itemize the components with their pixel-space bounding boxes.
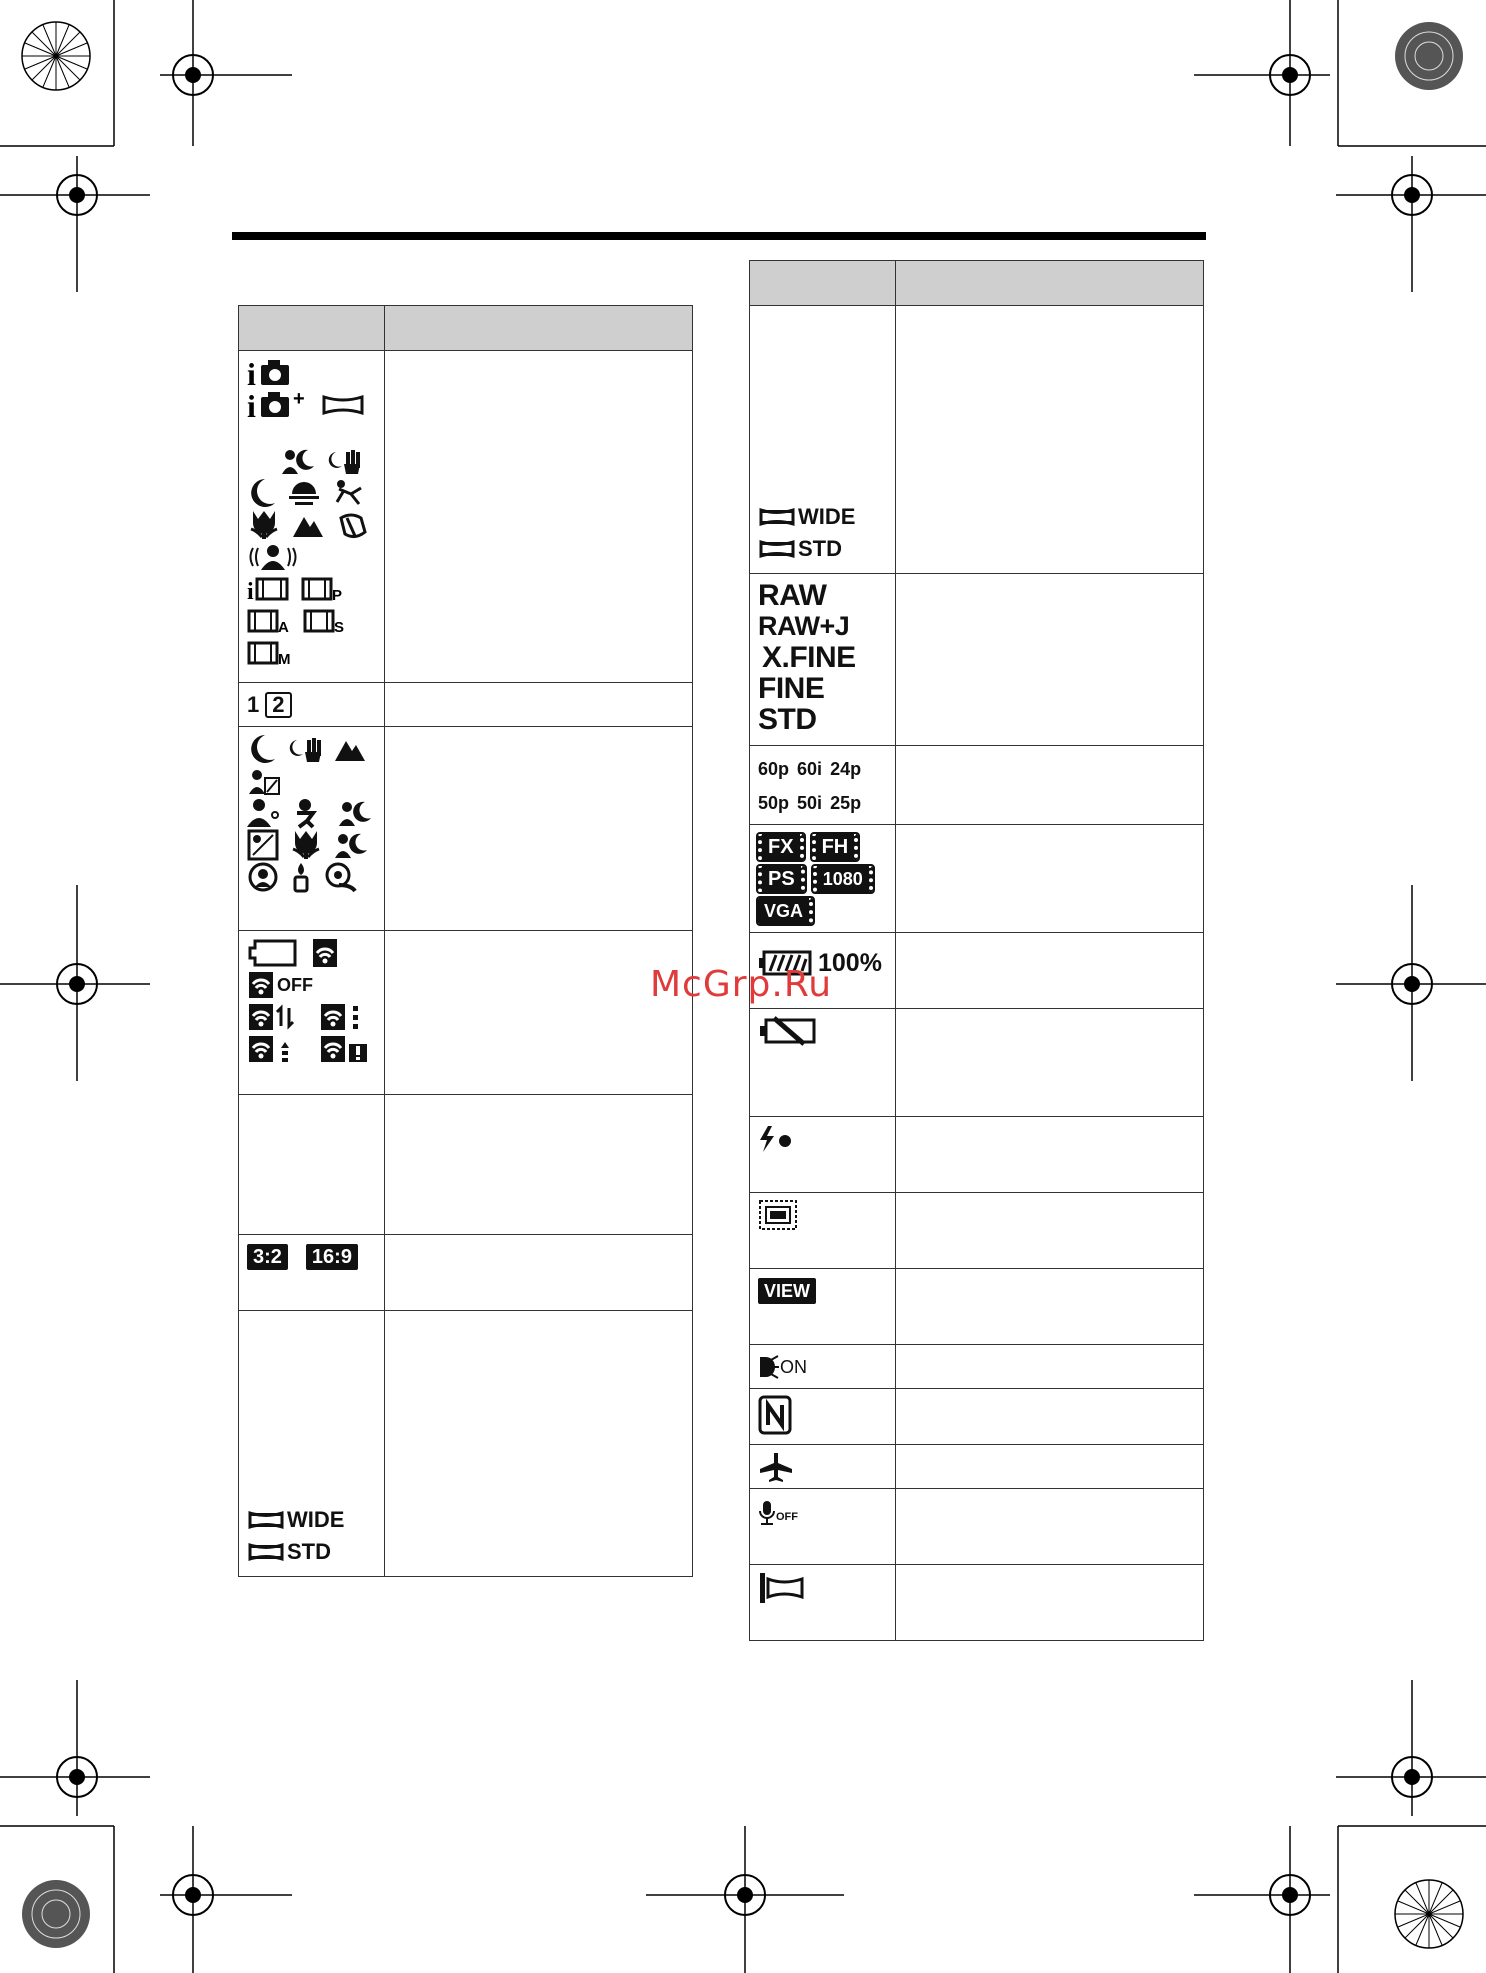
movie-m-icon [247,640,293,666]
table-row [239,1235,693,1311]
night-portrait-icon [337,798,373,828]
panorama-direction-icon [758,1571,806,1605]
movie-size-fx: FX [758,834,804,860]
panorama-std-icon [758,538,796,560]
desc-cell [385,1095,693,1235]
icon-cell-flash-charging [750,1117,896,1193]
backlight-icon [247,829,279,861]
wifi-card-icon [309,937,341,969]
table-header-row [239,306,693,351]
framerate-24p: 24p [830,758,862,779]
icon-cell-panorama-size [750,306,896,574]
svg-text:+: + [293,389,305,410]
wifi-transfer-icon [247,1002,299,1032]
header-cell-indication [896,261,1204,306]
macro-icon [289,829,323,861]
sports-icon [331,478,365,508]
microphone-icon [758,1499,776,1527]
desc-cell [896,933,1204,1009]
airplane-icon [758,1451,794,1483]
af-illuminator-on-label: ON [780,1356,807,1377]
battery-percent: 100% [818,948,882,977]
panorama-wide-label: WIDE [798,504,856,529]
desc-cell [896,1193,1204,1269]
table-row [239,683,693,727]
icon-cell-memory-recall [239,683,385,727]
crop-mark-bottom-center [640,1826,850,1973]
view-badge: VIEW [758,1278,816,1304]
panorama-wide-icon [758,506,796,528]
desc-cell [385,351,693,683]
table-row [750,1389,1204,1445]
icon-cell-airplane-mode [750,1445,896,1489]
desc-cell [385,931,693,1095]
desc-cell [896,1345,1204,1389]
wifi-upload-icon [247,1034,299,1064]
wifi-error-icon [319,1034,371,1064]
framerate-25p: 25p [830,792,862,813]
icon-cell-shooting-mode [239,351,385,683]
icon-cell-view-mode [750,1269,896,1345]
sunset-icon [287,478,321,508]
quality-raw: RAW [758,579,827,612]
svg-text:i: i [247,357,256,389]
macro-icon [247,509,281,541]
table-row [750,574,1204,746]
night-portrait-icon [280,446,316,476]
icon-cell-movie-size [750,825,896,933]
wifi-standby-icon [319,1002,363,1032]
icon-cell-nfc [750,1389,896,1445]
panorama-std-icon [247,1541,285,1563]
table-row [750,746,1204,825]
backlight-portrait-icon [247,766,281,796]
table-header-row [750,261,1204,306]
aspect-16-9-badge: 16:9 [306,1244,358,1270]
desc-cell [896,1489,1204,1565]
nfc-icon [758,1395,792,1435]
desc-cell [385,727,693,931]
night-icon [247,733,277,765]
table-row [239,1311,693,1577]
desc-cell [896,306,1204,574]
battery-empty-icon [758,1016,818,1046]
movie-a-icon [247,608,293,634]
crop-mark-top-right [1186,0,1486,300]
candle-icon [289,861,313,893]
anti-blur-icon [247,542,299,572]
pet-icon [335,510,369,540]
desc-cell [896,1389,1204,1445]
icon-cell-focus-area [750,1193,896,1269]
svg-text:P: P [332,587,343,602]
desc-cell [385,1311,693,1577]
portrait-icon [247,797,281,829]
icon-cell-panorama-size [239,1311,385,1577]
panorama-icon [321,393,365,417]
icon-cell-empty [239,1095,385,1235]
quality-xfine: X.FINE [762,641,856,674]
desc-cell [896,1445,1204,1489]
svg-text:M: M [278,651,291,666]
icon-cell-panorama-direction [750,1565,896,1641]
icon-cell-battery-empty [750,1009,896,1117]
crop-mark-mid-left [0,885,160,1085]
movie-s-icon [303,608,349,634]
desc-cell [896,1117,1204,1193]
desc-cell [896,1269,1204,1345]
movie-size-vga: VGA [758,898,813,924]
left-icon-table [238,305,693,1577]
crop-mark-bottom-left [0,1680,300,1973]
desc-cell [896,825,1204,933]
handheld-night-icon [287,734,323,764]
movie-size-ps: PS [758,866,805,892]
baby-icon [323,861,357,893]
icon-cell-scene-recognition [239,727,385,931]
svg-text:i: i [247,389,256,421]
quality-raw-j: RAW+J [758,611,850,641]
framerate-50i: 50i [797,792,823,813]
wifi-off-icon [247,970,275,1000]
desc-cell [896,1009,1204,1117]
framerate-60i: 60i [797,758,823,779]
night-portrait-icon [333,830,369,860]
movie-size-1080: 1080 [813,866,873,892]
table-row [239,727,693,931]
af-illuminator-icon [758,1354,780,1380]
landscape-icon [333,735,367,763]
icon-cell-aspect-ratio [239,1235,385,1311]
watermark-text: McGrp.Ru [650,964,833,1005]
desc-cell [896,746,1204,825]
focus-area-icon [758,1199,798,1231]
landscape-icon [291,511,325,539]
crop-mark-bottom-right [1186,1680,1486,1973]
table-row [750,306,1204,574]
face-icon [247,861,279,893]
i-movie-icon [247,576,291,602]
memory-card-icon [247,938,299,968]
desc-cell [896,1565,1204,1641]
crop-mark-mid-right [1336,885,1486,1085]
handheld-night-icon [326,446,362,476]
header-rule [232,232,1206,240]
icon-cell-image-quality [750,574,896,746]
wifi-off-label: OFF [277,974,313,995]
table-row [750,1117,1204,1193]
table-row [750,1345,1204,1389]
table-row [750,1489,1204,1565]
svg-text:S: S [334,619,345,634]
icon-cell-frame-rate [750,746,896,825]
night-icon [247,477,277,509]
table-row [750,1193,1204,1269]
svg-text:i: i [247,579,254,602]
i-camera-plus-icon [247,389,311,421]
icon-cell-wifi-status [239,931,385,1095]
svg-text:A: A [278,619,289,634]
memory-number-1: 1 [247,692,260,717]
panorama-wide-icon [247,1509,285,1531]
mic-off-label: OFF [776,1511,798,1523]
quality-std: STD [758,703,817,736]
desc-cell [385,1235,693,1311]
table-row [750,1565,1204,1641]
table-row [750,1445,1204,1489]
infant-icon [291,797,327,829]
table-row [239,351,693,683]
table-row [750,825,1204,933]
movie-size-fh: FH [812,834,859,860]
table-row [239,1095,693,1235]
desc-cell [896,574,1204,746]
panorama-std-label: STD [798,536,842,561]
table-row [750,1009,1204,1117]
crop-mark-top-left [0,0,300,300]
memory-number-2-boxed: 2 [265,692,291,718]
panorama-wide-label: WIDE [287,1507,345,1532]
framerate-50p: 50p [758,792,790,813]
panorama-std-label: STD [287,1539,331,1564]
quality-fine: FINE [758,672,825,705]
header-cell-indication [385,306,693,351]
aspect-3-2-badge: 3:2 [247,1244,288,1270]
framerate-60p: 60p [758,758,790,779]
table-row [239,931,693,1095]
flash-charge-icon [758,1124,798,1154]
icon-cell-af-illuminator [750,1345,896,1389]
desc-cell [385,683,693,727]
header-cell-display [750,261,896,306]
right-icon-table [749,260,1204,1641]
icon-cell-mic-off [750,1489,896,1565]
header-cell-display [239,306,385,351]
i-camera-icon [247,357,297,389]
movie-p-icon [301,576,347,602]
table-row [750,1269,1204,1345]
